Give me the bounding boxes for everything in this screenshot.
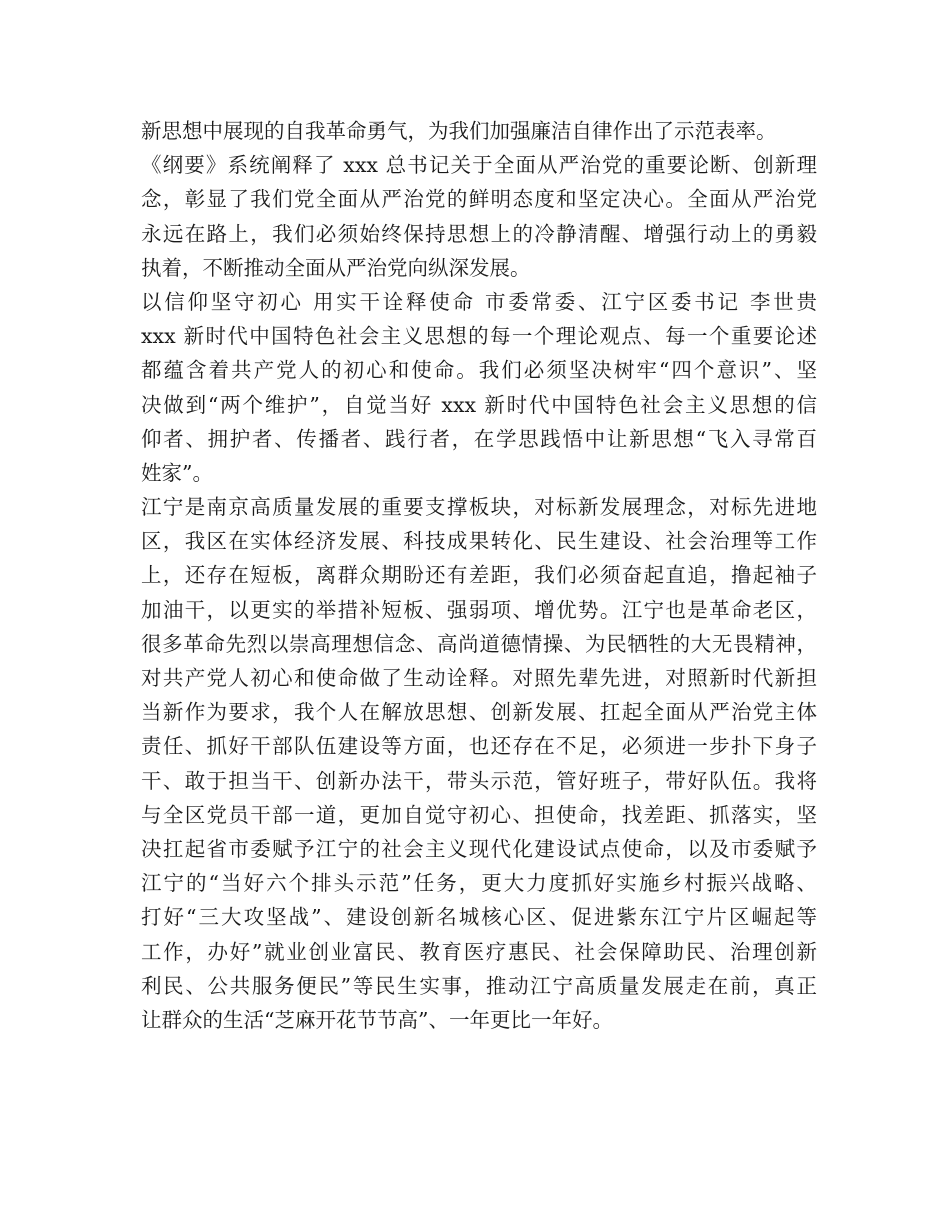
text-line: 上，还存在短板，离群众期盼还有差距，我们必须奋起直追，撸起袖子 — [141, 563, 817, 588]
text-line: 加油干，以更实的举措补短板、强弱项、增优势。江宁也是革命老区， — [141, 597, 817, 622]
text-line: 打好“三大攻坚战”、建设创新名城核心区、促进紫东江宁片区崛起等 — [141, 905, 817, 930]
text-line: 《纲要》系统阐释了 xxx 总书记关于全面从严治党的重要论断、创新理 — [141, 153, 817, 178]
text-line: 都蕴含着共产党人的初心和使命。我们必须坚决树牢“四个意识”、坚 — [141, 358, 817, 383]
text-line: 干、敢于担当干、创新办法干，带头示范，管好班子，带好队伍。我将 — [141, 768, 817, 793]
text-line: 利民、公共服务便民”等民生实事，推动江宁高质量发展走在前，真正 — [141, 973, 817, 998]
text-line: 当新作为要求，我个人在解放思想、创新发展、扛起全面从严治党主体 — [141, 700, 817, 725]
text-line: 念，彰显了我们党全面从严治党的鲜明态度和坚定决心。全面从严治党 — [141, 187, 817, 212]
text-line: xxx 新时代中国特色社会主义思想的每一个理论观点、每一个重要论述 — [141, 324, 817, 349]
text-line: 区，我区在实体经济发展、科技成果转化、民生建设、社会治理等工作 — [141, 529, 817, 554]
section-heading-line: 以信仰坚守初心 用实干诠释使命 市委常委、江宁区委书记 李世贵 — [141, 289, 817, 314]
text-line: 责任、抓好干部队伍建设等方面，也还存在不足，必须进一步扑下身子 — [141, 734, 817, 759]
text-line: 新思想中展现的自我革命勇气，为我们加强廉洁自律作出了示范表率。 — [141, 119, 777, 143]
text-line: 江宁的“当好六个排头示范”任务，更大力度抓好实施乡村振兴战略、 — [141, 871, 817, 896]
text-line: 很多革命先烈以崇高理想信念、高尚道德情操、为民牺牲的大无畏精神， — [141, 631, 817, 656]
text-line: 决扛起省市委赋予江宁的社会主义现代化建设试点使命，以及市委赋予 — [141, 836, 817, 861]
text-line: 江宁是南京高质量发展的重要支撑板块，对标新发展理念，对标先进地 — [141, 495, 817, 520]
text-line: 姓家”。 — [141, 460, 213, 485]
text-line: 对共产党人初心和使命做了生动诠释。对照先辈先进，对照新时代新担 — [141, 666, 817, 690]
text-line: 执着，不断推动全面从严治党向纵深发展。 — [141, 255, 531, 280]
text-line: 让群众的生活“芝麻开花节节高”、一年更比一年好。 — [141, 1007, 613, 1032]
text-line: 仰者、拥护者、传播者、践行者，在学思践悟中让新思想“飞入寻常百 — [141, 426, 817, 451]
text-line: 与全区党员干部一道，更加自觉守初心、担使命，找差距、抓落实，坚 — [141, 802, 817, 827]
text-line: 工作，办好”就业创业富民、教育医疗惠民、社会保障助民、治理创新 — [141, 939, 817, 964]
body-text — [141, 114, 817, 1037]
text-line: 决做到“两个维护”，自觉当好 xxx 新时代中国特色社会主义思想的信 — [141, 392, 817, 417]
text-line: 永远在路上，我们必须始终保持思想上的冷静清醒、增强行动上的勇毅 — [141, 221, 817, 246]
